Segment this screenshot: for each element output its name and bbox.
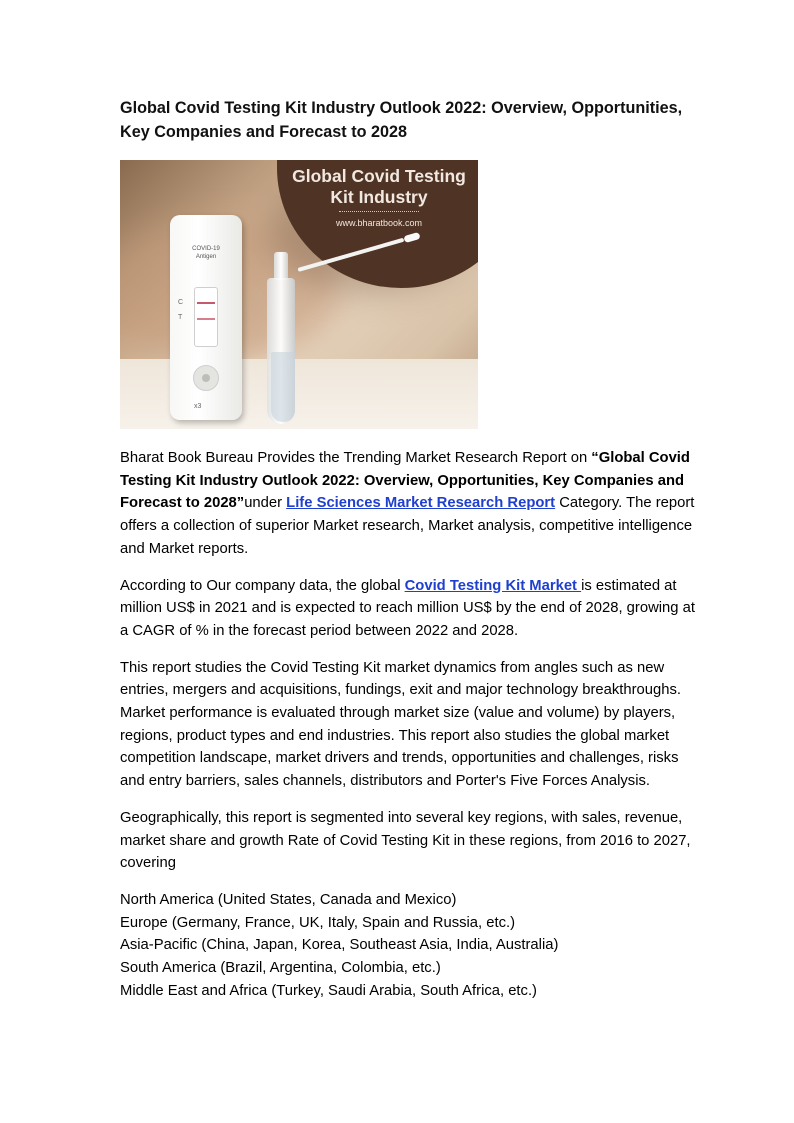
region-item: North America (United States, Canada and Mexico) bbox=[120, 891, 457, 908]
test-marker: T bbox=[178, 314, 183, 321]
extraction-tube-body bbox=[267, 278, 295, 424]
hero-badge bbox=[280, 160, 478, 280]
intro-text-before: Bharat Book Bureau Provides the Trending Market Research Report on bbox=[120, 450, 592, 466]
test-cassette-count: x3 bbox=[194, 403, 202, 410]
test-cassette-label bbox=[182, 245, 230, 261]
test-line bbox=[197, 318, 215, 320]
document-title: Global Covid Testing Kit Industry Outlook 2022: Overview, Opportunities, Key Companies and Forecast to 2028 bbox=[120, 99, 683, 141]
extraction-tube bbox=[265, 252, 297, 424]
test-result-window bbox=[194, 287, 218, 347]
document-page bbox=[120, 96, 695, 1002]
intro-text-after: Category. The report offers a collection of superior Market research, Market analysis, competitive intelligence and Market reports. bbox=[120, 495, 695, 557]
geography-paragraph: Geographically, this report is segmented into several key regions, with sales, revenue, market share and growth Rate of Covid Testing Kit in these regions, from 2016 to 2027, covering bbox=[120, 809, 691, 872]
region-item: Middle East and Africa (Turkey, Saudi Arabia, South Africa, etc.) bbox=[120, 982, 537, 999]
test-cassette-label-line2: Antigen bbox=[195, 254, 217, 260]
hero-image bbox=[120, 160, 478, 429]
life-sciences-report-link[interactable]: Life Sciences Market Research Report bbox=[286, 495, 556, 512]
control-line bbox=[197, 302, 215, 304]
sample-well bbox=[193, 365, 219, 391]
hero-badge-title bbox=[280, 166, 478, 208]
hero-badge-url: www.bharatbook.com bbox=[335, 218, 423, 228]
test-cassette bbox=[170, 215, 242, 420]
dynamics-paragraph: This report studies the Covid Testing Kit market dynamics from angles such as new entries, mergers and acquisitions, fundings, exit and major technology breakthroughs. Market performance is evaluated through market size (value and volume) by players, regions, product types and end industries. This report also studies the global market competition landscape, market drivers and trends, opportunities and challenges, risks and entry barriers, sales channels, distributors and Porter's Five Forces Analysis. bbox=[120, 659, 681, 790]
hero-badge-title-line2: Kit Industry bbox=[330, 187, 428, 207]
covid-testing-kit-market-link[interactable]: Covid Testing Kit Market bbox=[404, 577, 582, 594]
market-paragraph bbox=[120, 575, 695, 643]
control-marker: C bbox=[178, 299, 184, 306]
extraction-tube-cap bbox=[274, 252, 288, 280]
test-cassette-markers bbox=[178, 295, 183, 325]
intro-text-under: under bbox=[244, 495, 287, 512]
market-text-before: According to Our company data, the global bbox=[120, 577, 405, 594]
hero-badge-title-line1: Global Covid Testing bbox=[292, 166, 466, 186]
extraction-tube-liquid bbox=[271, 352, 295, 422]
region-item: South America (Brazil, Argentina, Colombia, etc.) bbox=[120, 960, 441, 977]
hero-badge-divider bbox=[339, 211, 419, 212]
intro-paragraph bbox=[120, 447, 695, 561]
region-list bbox=[120, 889, 695, 1003]
market-text-after: is estimated at million US$ in 2021 and is expected to reach million US$ by the end of 2028, growing at a CAGR of % in the forecast period between 2022 and 2028. bbox=[120, 577, 695, 639]
intro-report-title: “Global Covid Testing Kit Industry Outlook 2022: Overview, Opportunities, Key Companies and Forecast to 2028” bbox=[120, 450, 690, 512]
test-cassette-label-line1: COVID-19 bbox=[192, 246, 220, 252]
region-item: Europe (Germany, France, UK, Italy, Spain and Russia, etc.) bbox=[120, 914, 516, 931]
region-item: Asia-Pacific (China, Japan, Korea, Southeast Asia, India, Australia) bbox=[120, 937, 559, 954]
